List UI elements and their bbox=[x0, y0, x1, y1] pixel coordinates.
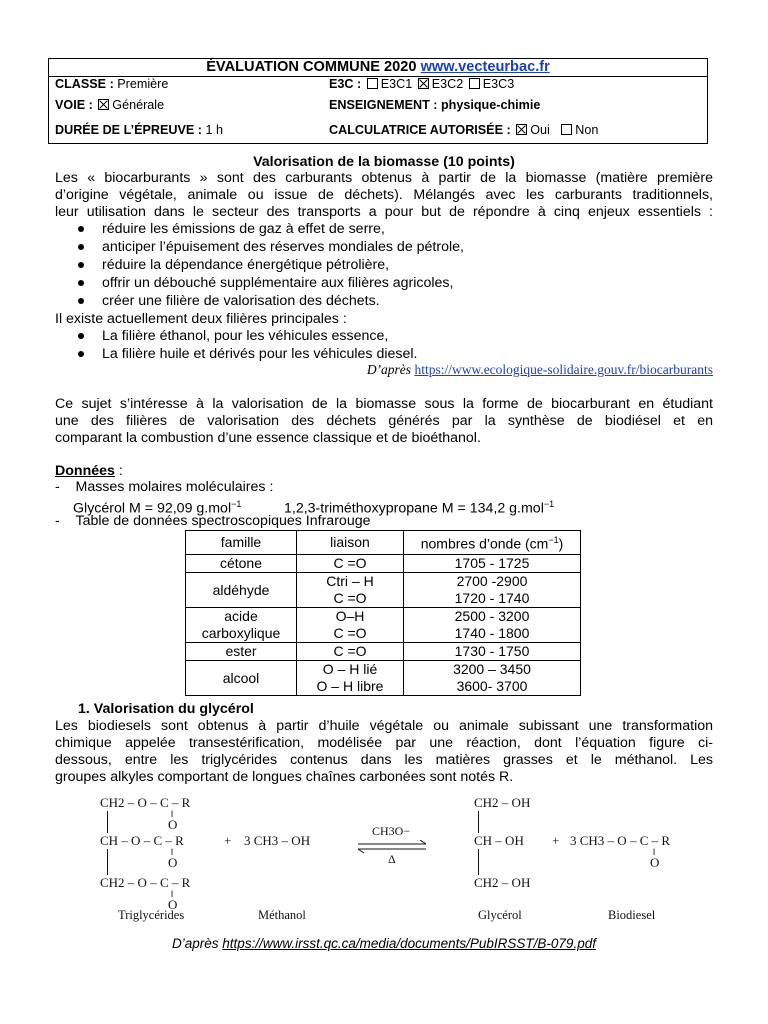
bond-line bbox=[107, 849, 108, 875]
label-biodiesel: Biodiesel bbox=[608, 908, 656, 922]
e3c3-label: E3C3 bbox=[482, 77, 515, 91]
enjeu-item: créer une filière de valorisation des déchets. bbox=[102, 293, 380, 309]
filiere-item: La filière huile et dérivés pour les véhicules diesel. bbox=[102, 346, 418, 362]
e3c2-label: E3C2 bbox=[431, 77, 464, 91]
trig-row-2: CH – O – C – R bbox=[100, 833, 184, 848]
gly-row-2: CH – OH bbox=[474, 833, 524, 848]
enjeu-item: réduire la dépendance énergétique pétrolière, bbox=[102, 257, 390, 273]
famille-cell: ester bbox=[186, 643, 297, 661]
ir-table bbox=[185, 530, 581, 696]
liaison-line: O – H lié bbox=[322, 661, 378, 677]
trig-row-1: CH2 – O – C – R bbox=[100, 795, 191, 810]
exam-header bbox=[48, 58, 708, 144]
donnees-heading bbox=[55, 463, 123, 480]
double-bond-icon: ‖ bbox=[171, 889, 174, 899]
duree-value: 1 h bbox=[205, 123, 223, 137]
col-close-paren: ) bbox=[558, 535, 564, 552]
famille-cell: aldéhyde bbox=[186, 573, 297, 608]
part1-title: 1. Valorisation du glycérol bbox=[78, 701, 254, 717]
header-row-duree bbox=[49, 119, 707, 143]
classe-label: CLASSE : bbox=[55, 77, 114, 91]
intro-line-3: leur utilisation dans le secteur des transports a pour but de répondre à cinq enjeux essentiels : bbox=[55, 204, 713, 220]
e3c-label: E3C : bbox=[329, 77, 362, 91]
nombres-cell bbox=[404, 573, 581, 608]
masses-label-row: - Masses molaires moléculaires : bbox=[55, 479, 274, 495]
section-title: Valorisation de la biomasse (10 points) bbox=[253, 154, 515, 170]
ir-table-header bbox=[186, 531, 581, 555]
bullet-icon bbox=[78, 298, 84, 304]
header-title bbox=[49, 59, 707, 77]
liaison-cell bbox=[297, 573, 404, 608]
enjeu-item: offrir un débouché supplémentaire aux filières agricoles, bbox=[102, 275, 454, 291]
calc-oui-checkbox-checked[interactable] bbox=[516, 124, 527, 135]
liaison-line: C =O bbox=[333, 625, 367, 641]
table-row bbox=[186, 555, 581, 573]
unit-exponent: −1 bbox=[231, 499, 242, 509]
nombres-line: 2700 -2900 bbox=[456, 573, 528, 589]
biodiesel: 3 CH3 – O – C – R bbox=[570, 833, 671, 848]
glycerol-mass-text: Glycérol M = 92,09 g.mol bbox=[73, 500, 232, 517]
classe-value: Première bbox=[117, 77, 169, 91]
filiere-item: La filière éthanol, pour les véhicules essence, bbox=[102, 328, 389, 344]
liaison-cell: C =O bbox=[297, 643, 404, 661]
enseignement-value: physique-chimie bbox=[440, 98, 541, 112]
sujet-line-3: comparant la combustion d’une essence classique et de bioéthanol. bbox=[55, 430, 481, 446]
catalyst: CH3O− bbox=[372, 824, 411, 838]
bullet-icon bbox=[78, 280, 84, 286]
transesterification-reaction bbox=[0, 790, 768, 930]
bullet-icon bbox=[78, 226, 84, 232]
table-row bbox=[186, 573, 581, 608]
nombres-cell: 1705 - 1725 bbox=[404, 555, 581, 573]
famille-line: carboxylique bbox=[201, 625, 281, 641]
liaison-line: C =O bbox=[333, 590, 367, 606]
col-nombres-onde bbox=[404, 531, 581, 555]
header-row-classe bbox=[49, 77, 707, 93]
table-row bbox=[186, 661, 581, 696]
bullet-icon bbox=[78, 262, 84, 268]
col-famille: famille bbox=[186, 531, 297, 555]
e3c1-checkbox[interactable] bbox=[367, 78, 378, 89]
double-bond-icon: ‖ bbox=[653, 847, 656, 857]
liaison-line: O – H libre bbox=[316, 678, 384, 694]
bond-line bbox=[478, 849, 479, 875]
enseignement-label: ENSEIGNEMENT : bbox=[329, 98, 438, 112]
e3c1-label: E3C1 bbox=[380, 77, 413, 91]
nombres-line: 3200 – 3450 bbox=[453, 661, 531, 677]
bond-line bbox=[478, 811, 479, 833]
nombres-line: 1740 - 1800 bbox=[454, 625, 530, 641]
calc-non-label: Non bbox=[575, 123, 599, 137]
carbonyl-o: O bbox=[168, 817, 178, 832]
liaison-line: Ctri – H bbox=[326, 573, 374, 589]
duree-label: DURÉE DE L’ÉPREUVE : bbox=[55, 123, 202, 137]
bullet-icon bbox=[78, 244, 84, 250]
calc-oui-label: Oui bbox=[530, 123, 550, 137]
source-prefix: D’après bbox=[366, 362, 412, 377]
nombres-line: 1720 - 1740 bbox=[454, 590, 530, 606]
nombres-line: 3600- 3700 bbox=[456, 678, 528, 694]
calc-non-checkbox[interactable] bbox=[561, 124, 572, 135]
sujet-line-1: Ce sujet s’intéresse à la valorisation de la biomasse sous la forme de biocarburant en étudiant bbox=[55, 396, 713, 412]
label-methanol: Méthanol bbox=[258, 908, 306, 922]
label-triglycerides: Triglycérides bbox=[118, 908, 185, 922]
nombres-cell bbox=[404, 661, 581, 696]
methanol: 3 CH3 – OH bbox=[244, 833, 311, 848]
voie-value: Générale bbox=[112, 98, 165, 112]
donnees-colon: : bbox=[114, 463, 123, 479]
plus-sign: + bbox=[224, 833, 232, 848]
site-link[interactable]: www.vecteurbac.fr bbox=[420, 59, 550, 75]
source-prefix: D’après bbox=[172, 936, 219, 951]
famille-cell bbox=[186, 608, 297, 643]
bullet-icon bbox=[78, 333, 84, 339]
calculatrice-label: CALCULATRICE AUTORISÉE : bbox=[329, 123, 511, 137]
intro-line-1: Les « biocarburants » sont des carburants obtenus à partir de la biomasse (matière première bbox=[55, 170, 713, 186]
famille-cell: alcool bbox=[186, 661, 297, 696]
table-row bbox=[186, 643, 581, 661]
table-label-row: - Table de données spectroscopiques Infrarouge bbox=[55, 513, 371, 529]
source-link-1[interactable]: https://www.ecologique-solidaire.gouv.fr/biocarburants bbox=[414, 362, 713, 377]
nombres-cell: 1730 - 1750 bbox=[404, 643, 581, 661]
col-liaison: liaison bbox=[297, 531, 404, 555]
col-nombres-onde-text: nombres d’onde (cm bbox=[420, 535, 549, 552]
carbonyl-o: O bbox=[650, 855, 660, 870]
gly-row-1: CH2 – OH bbox=[474, 795, 531, 810]
header-row-voie bbox=[49, 93, 707, 119]
liaison-cell bbox=[297, 608, 404, 643]
part1-line-2: chimique appelée transestérification, modélisée par une réaction, dont l’équation figure ci- bbox=[55, 735, 713, 751]
heat-symbol: Δ bbox=[388, 852, 396, 866]
enjeu-item: anticiper l’épuisement des réserves mondiales de pétrole, bbox=[102, 239, 464, 255]
sujet-line-2: une des filières de valorisation des déchets générés par la synthèse de biodiésel et en bbox=[55, 413, 713, 429]
table-row bbox=[186, 608, 581, 643]
e3c2-checkbox-checked[interactable] bbox=[418, 78, 429, 89]
e3c3-checkbox[interactable] bbox=[469, 78, 480, 89]
liaison-cell: C =O bbox=[297, 555, 404, 573]
double-bond-icon: ‖ bbox=[171, 809, 174, 819]
voie-checkbox-checked[interactable] bbox=[98, 99, 109, 110]
unit-exponent: −1 bbox=[543, 499, 555, 509]
nombres-line: 2500 - 3200 bbox=[454, 608, 530, 624]
gly-row-3: CH2 – OH bbox=[474, 875, 531, 890]
masses-label: Masses molaires moléculaires : bbox=[75, 479, 274, 495]
part1-line-4: groupes alkyles comportant de longues chaînes carbonées sont notés R. bbox=[55, 769, 514, 785]
label-glycerol: Glycérol bbox=[478, 908, 522, 922]
carbonyl-o: O bbox=[168, 855, 178, 870]
double-bond-icon: ‖ bbox=[171, 847, 174, 857]
bullet-icon bbox=[78, 351, 84, 357]
enjeu-item: réduire les émissions de gaz à effet de serre, bbox=[102, 221, 385, 237]
voie-label: VOIE : bbox=[55, 98, 93, 112]
source-citation-1 bbox=[367, 362, 713, 378]
source-citation-2 bbox=[172, 936, 596, 951]
part1-line-1: Les biodiesels sont obtenus à partir d’huile végétale ou animale subissant une transformation bbox=[55, 718, 713, 734]
nombres-cell bbox=[404, 608, 581, 643]
carbonyl-o: O bbox=[168, 897, 178, 912]
trig-row-3: CH2 – O – C – R bbox=[100, 875, 191, 890]
donnees-title: Données bbox=[55, 463, 115, 479]
intro-line-2: d’origine végétale, animale ou issue de déchets). Mélangés avec les carburants traditionnels, bbox=[55, 187, 713, 203]
plus-sign: + bbox=[552, 833, 560, 848]
part1-line-3: dessous, entre les triglycérides contenus dans les matières grasses et le méthanol. Les bbox=[55, 752, 713, 768]
famille-cell: cétone bbox=[186, 555, 297, 573]
trimethoxy-mass-text: 1,2,3-triméthoxypropane M = 134,2 g.mol bbox=[284, 500, 544, 517]
filieres-intro: Il existe actuellement deux filières principales : bbox=[55, 311, 347, 327]
exam-title: ÉVALUATION COMMUNE 2020 bbox=[206, 59, 417, 75]
famille-line: acide bbox=[224, 608, 258, 624]
unit-exponent: −1 bbox=[548, 535, 559, 546]
liaison-cell bbox=[297, 661, 404, 696]
ir-table-label: Table de données spectroscopiques Infrarouge bbox=[75, 513, 371, 529]
bond-line bbox=[107, 811, 108, 833]
source-link-2[interactable]: https://www.irsst.qc.ca/media/documents/PubIRSST/B-079.pdf bbox=[222, 936, 596, 951]
liaison-line: O–H bbox=[335, 608, 365, 624]
